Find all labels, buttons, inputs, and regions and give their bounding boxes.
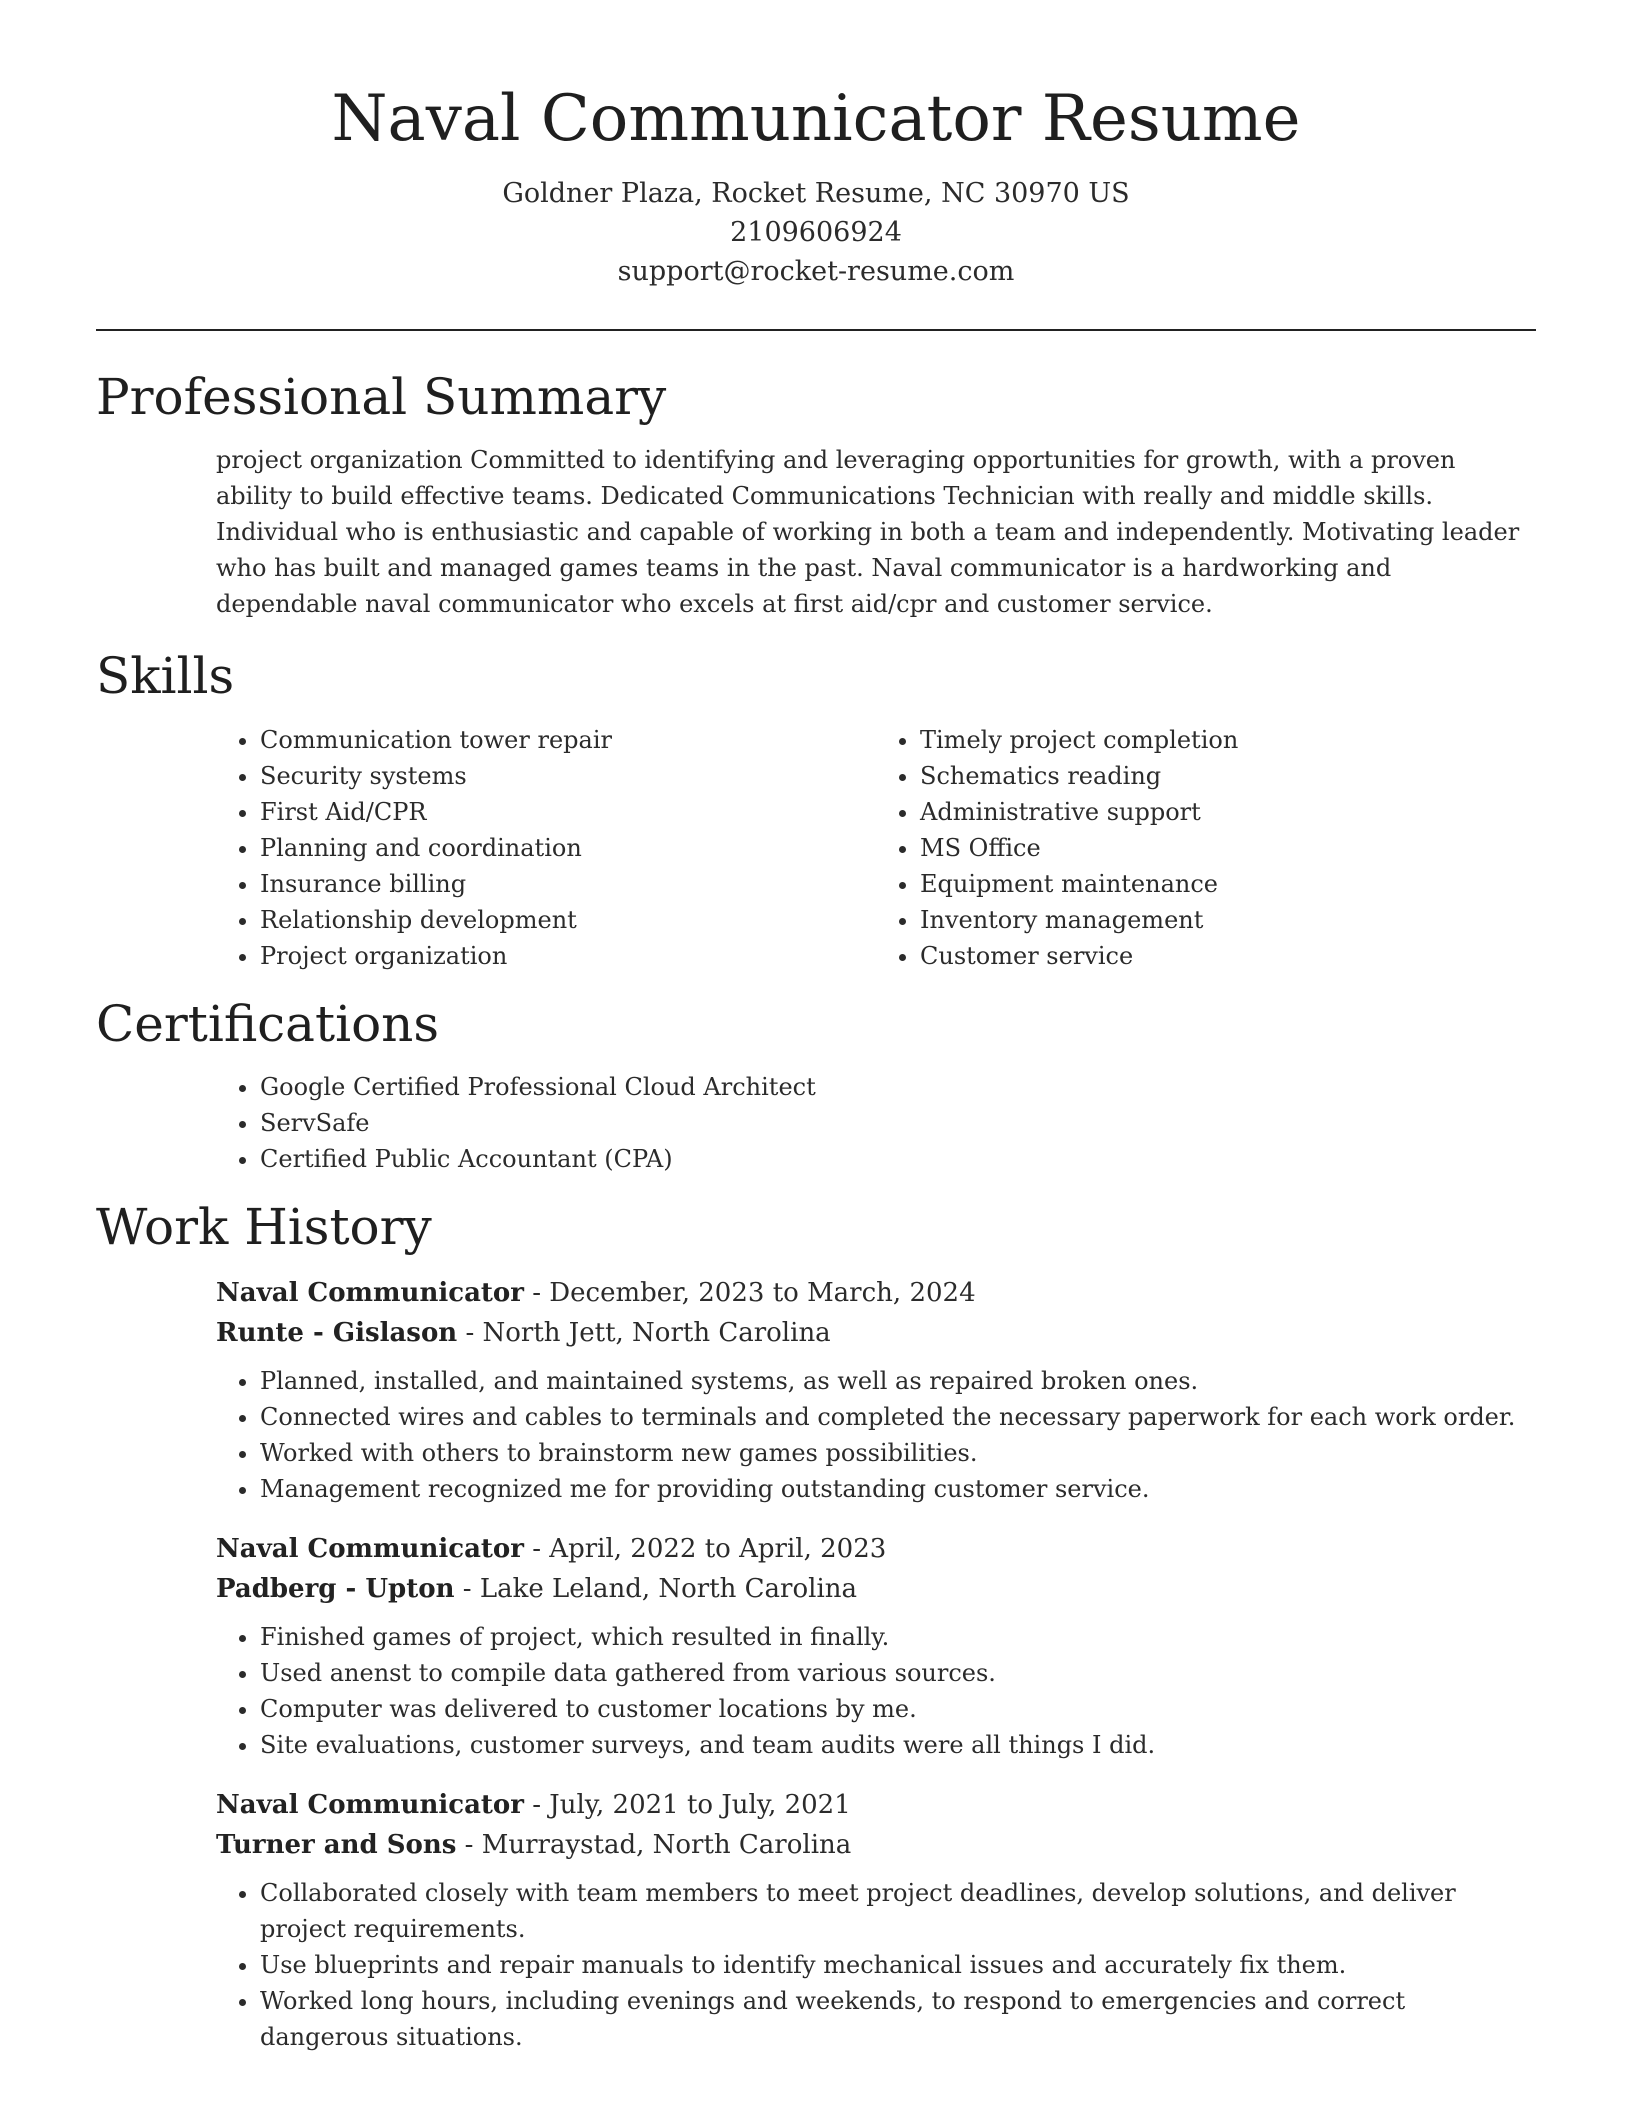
job-bullet: • Use blueprints and repair manuals to identify mechanical issues and accurately fix them. xyxy=(260,1947,1536,1983)
header-divider xyxy=(96,329,1536,331)
job-bullet: • Connected wires and cables to terminals and completed the necessary paperwork for each work order. xyxy=(260,1399,1536,1435)
summary-heading: Professional Summary xyxy=(96,367,667,426)
job-dates: April, 2022 to April, 2023 xyxy=(549,1533,887,1564)
job-bullet: • Worked with others to brainstorm new games possibilities. xyxy=(260,1435,1536,1471)
professional-summary-section xyxy=(96,369,1536,623)
job-title: Naval Communicator xyxy=(216,1789,524,1820)
job-entry xyxy=(216,1273,1536,1507)
job-bullet: • Planned, installed, and maintained systems, as well as repaired broken ones. xyxy=(260,1363,1536,1399)
job-company: Turner and Sons xyxy=(216,1829,457,1860)
job-company-line: Turner and Sons - Murraystad, North Carolina xyxy=(216,1829,852,1860)
skill-item: • Administrative support xyxy=(920,794,1536,830)
job-entry xyxy=(216,1785,1536,2055)
job-location: Murraystad, North Carolina xyxy=(481,1829,852,1860)
job-title-line: Naval Communicator - December, 2023 to March, 2024 xyxy=(216,1277,976,1308)
job-bullet: • Collaborated closely with team members to meet project deadlines, develop solutions, and deliver project requirements. xyxy=(260,1875,1536,1947)
job-dates: July, 2021 to July, 2021 xyxy=(549,1789,851,1820)
job-bullets xyxy=(216,1363,1536,1507)
resume-title: Naval Communicator Resume xyxy=(331,82,1301,156)
job-company-line: Runte - Gislason - North Jett, North Carolina xyxy=(216,1317,831,1348)
summary-text: project organization Committed to identifying and leveraging opportunities for growth, with a proven ability to build effective teams. Dedicated Communications Technician with really and middle skills. Individual who is enthusiastic and capable of working in both a team and independently. Motivating leader who has built and managed games teams in the past. Naval communicator is a hardworking and dependable naval communicator who excels at first aid/cpr and customer service. xyxy=(216,446,1520,619)
contact-phone: 2109606924 xyxy=(730,216,902,248)
job-dates: December, 2023 to March, 2024 xyxy=(549,1277,976,1308)
work-history-section xyxy=(96,1199,1536,2055)
skill-item: • Schematics reading xyxy=(920,758,1536,794)
skill-item: • Inventory management xyxy=(920,902,1536,938)
certifications-list xyxy=(216,1069,1536,1177)
certification-item: • Google Certified Professional Cloud Architect xyxy=(260,1069,1536,1105)
contact-address: Goldner Plaza, Rocket Resume, NC 30970 US xyxy=(502,177,1130,209)
job-bullet: • Management recognized me for providing outstanding customer service. xyxy=(260,1471,1536,1507)
skill-item: • Equipment maintenance xyxy=(920,866,1536,902)
job-entry xyxy=(216,1529,1536,1763)
job-location: North Jett, North Carolina xyxy=(482,1317,831,1348)
skill-item: • MS Office xyxy=(920,830,1536,866)
skill-item: • Project organization xyxy=(260,938,876,974)
job-location: Lake Leland, North Carolina xyxy=(479,1573,858,1604)
job-bullet: • Computer was delivered to customer locations by me. xyxy=(260,1691,1536,1727)
job-bullet: • Worked long hours, including evenings and weekends, to respond to emergencies and correct dangerous situations. xyxy=(260,1983,1536,2055)
certification-item: • ServSafe xyxy=(260,1105,1536,1141)
certifications-section xyxy=(96,996,1536,1178)
contact-email: support@rocket-resume.com xyxy=(617,255,1015,287)
skill-item: • Planning and coordination xyxy=(260,830,876,866)
skills-section xyxy=(96,648,1536,974)
skill-item: • Relationship development xyxy=(260,902,876,938)
job-bullets xyxy=(216,1875,1536,2055)
job-bullet: • Used anenst to compile data gathered from various sources. xyxy=(260,1655,1536,1691)
skill-item: • Communication tower repair xyxy=(260,722,876,758)
job-company: Padberg - Upton xyxy=(216,1573,455,1604)
certification-item: • Certified Public Accountant (CPA) xyxy=(260,1141,1536,1177)
job-bullet: • Finished games of project, which resulted in finally. xyxy=(260,1619,1536,1655)
skill-item: • Insurance billing xyxy=(260,866,876,902)
skills-list-left xyxy=(216,722,876,974)
job-bullets xyxy=(216,1619,1536,1763)
skills-list-right xyxy=(876,722,1536,974)
skill-item: • Security systems xyxy=(260,758,876,794)
skill-item: • Timely project completion xyxy=(920,722,1536,758)
work-history-heading: Work History xyxy=(96,1198,432,1257)
resume-header xyxy=(96,0,1536,291)
skills-heading: Skills xyxy=(96,647,235,706)
skill-item: • First Aid/CPR xyxy=(260,794,876,830)
job-title-line: Naval Communicator - April, 2022 to April, 2023 xyxy=(216,1533,887,1564)
job-bullet: • Site evaluations, customer surveys, and team audits were all things I did. xyxy=(260,1727,1536,1763)
job-title: Naval Communicator xyxy=(216,1277,524,1308)
skill-item: • Customer service xyxy=(920,938,1536,974)
job-title: Naval Communicator xyxy=(216,1533,524,1564)
job-company: Runte - Gislason xyxy=(216,1317,458,1348)
job-company-line: Padberg - Upton - Lake Leland, North Carolina xyxy=(216,1573,858,1604)
certifications-heading: Certifications xyxy=(96,994,440,1053)
job-title-line: Naval Communicator - July, 2021 to July, 2021 xyxy=(216,1789,851,1820)
